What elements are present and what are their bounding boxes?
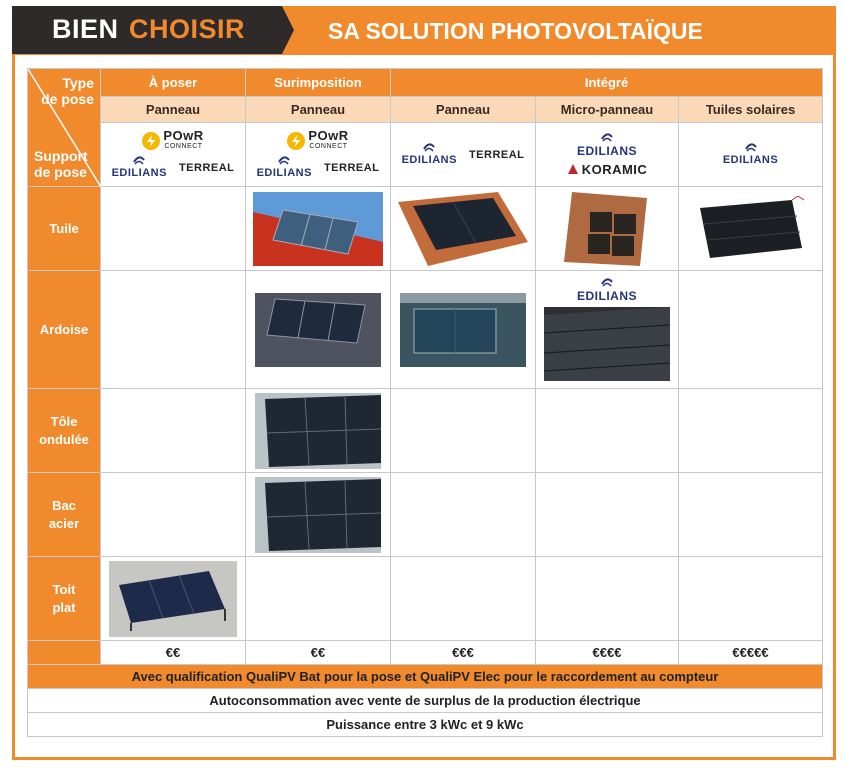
photo-tuile-integre [398,192,528,266]
terreal-logo: TERREAL [323,161,380,174]
cell-bac-micro [536,473,679,557]
photo-ardoise-micro [544,307,670,381]
band-qualification: Avec qualification QualiPV Bat pour la pose et QualiPV Elec pour le raccordement au compteur [28,665,823,689]
group-integre: Intégré [391,69,823,97]
row-label-bac-acier: Bac acier [28,473,101,557]
corner-support-de-pose: Support de pose [34,148,88,180]
cell-tuile-micro [536,187,679,271]
edilians-swirl-icon [132,156,146,166]
bolt-icon [142,132,160,150]
page-header [12,6,836,54]
cell-tole-integre [391,389,536,473]
header-title-choisir: CHOISIR [129,14,246,44]
price-row-label [28,641,101,665]
cell-toit-plat-micro [536,557,679,641]
header-title-bien: BIEN [52,14,119,44]
row-label-toit-plat: Toit plat [28,557,101,641]
photo-tuile-surimposition [253,192,383,266]
cell-bac-integre [391,473,536,557]
row-label-tuile: Tuile [28,187,101,271]
edilians-swirl-icon [744,143,758,153]
row-label-tole-ondulee: Tôle ondulée [28,389,101,473]
price-surimposition: €€ [246,641,391,665]
powr-logo: POwR CONNECT [142,130,203,152]
cell-tole-surimposition [246,389,391,473]
cell-ardoise-tuiles-solaires [679,271,823,389]
cell-ardoise-micro [536,271,679,389]
cell-ardoise-surimposition [246,271,391,389]
group-surimposition: Surimposition [246,69,391,97]
cell-toit-plat-a-poser [101,557,246,641]
band-autoconsommation: Autoconsommation avec vente de surplus de la production électrique [28,689,823,713]
cell-ardoise-a-poser [101,271,246,389]
row-label-ardoise: Ardoise [28,271,101,389]
solutions-table [27,68,823,737]
price-a-poser: €€ [101,641,246,665]
cell-tole-micro [536,389,679,473]
price-tuiles-solaires: €€€€€ [679,641,823,665]
cell-tole-a-poser [101,389,246,473]
subhead-3: Panneau [391,97,536,123]
photo-toit-plat-a-poser [109,561,237,637]
cell-tole-tuiles-solaires [679,389,823,473]
edilians-swirl-icon [600,278,614,288]
price-integre-panneau: €€€ [391,641,536,665]
photo-tuiles-solaires [696,196,806,262]
koramic-flame-icon [567,163,579,175]
photo-ardoise-integre [400,293,526,367]
photo-ardoise-surimposition [255,293,381,367]
logos-integre-panneau [391,123,536,187]
photo-tole-surimposition [255,393,381,469]
bolt-icon [287,132,305,150]
edilians-logo: EDILIANS [402,143,457,166]
cell-tuile-a-poser [101,187,246,271]
band-puissance: Puissance entre 3 kWc et 9 kWc [28,713,823,737]
terreal-logo: TERREAL [468,148,525,161]
header-subtitle: SA SOLUTION PHOTOVOLTAÏQUE [328,18,703,44]
cell-tuile-integre [391,187,536,271]
subhead-4: Micro-panneau [536,97,679,123]
cell-bac-a-poser [101,473,246,557]
cell-toit-plat-integre [391,557,536,641]
edilians-logo: EDILIANS [577,133,637,158]
subhead-2: Panneau [246,97,391,123]
corner-type-de-pose: Type de pose [41,75,94,107]
logos-micro-panneau [536,123,679,187]
cell-toit-plat-surimposition [246,557,391,641]
group-a-poser: À poser [101,69,246,97]
terreal-logo: TERREAL [178,161,235,174]
edilians-logo: EDILIANS [257,156,312,179]
subhead-1: Panneau [101,97,246,123]
edilians-logo: EDILIANS [536,278,678,303]
photo-tuile-micro [552,190,662,268]
edilians-swirl-icon [422,143,436,153]
logos-surimposition [246,123,391,187]
cell-tuile-surimposition [246,187,391,271]
photo-bac-surimposition [255,477,381,553]
logos-a-poser [101,123,246,187]
edilians-swirl-icon [600,133,614,143]
cell-bac-tuiles-solaires [679,473,823,557]
edilians-logo: EDILIANS [679,143,822,166]
cell-toit-plat-tuiles-solaires [679,557,823,641]
cell-tuile-tuiles-solaires [679,187,823,271]
powr-logo: POwR CONNECT [287,130,348,152]
subhead-5: Tuiles solaires [679,97,823,123]
edilians-logo: EDILIANS [112,156,167,179]
koramic-logo: KORAMIC [567,162,648,177]
corner-cell [28,69,101,187]
cell-bac-surimposition [246,473,391,557]
price-micro-panneau: €€€€ [536,641,679,665]
cell-ardoise-integre [391,271,536,389]
logos-tuiles-solaires [679,123,823,187]
edilians-swirl-icon [277,156,291,166]
